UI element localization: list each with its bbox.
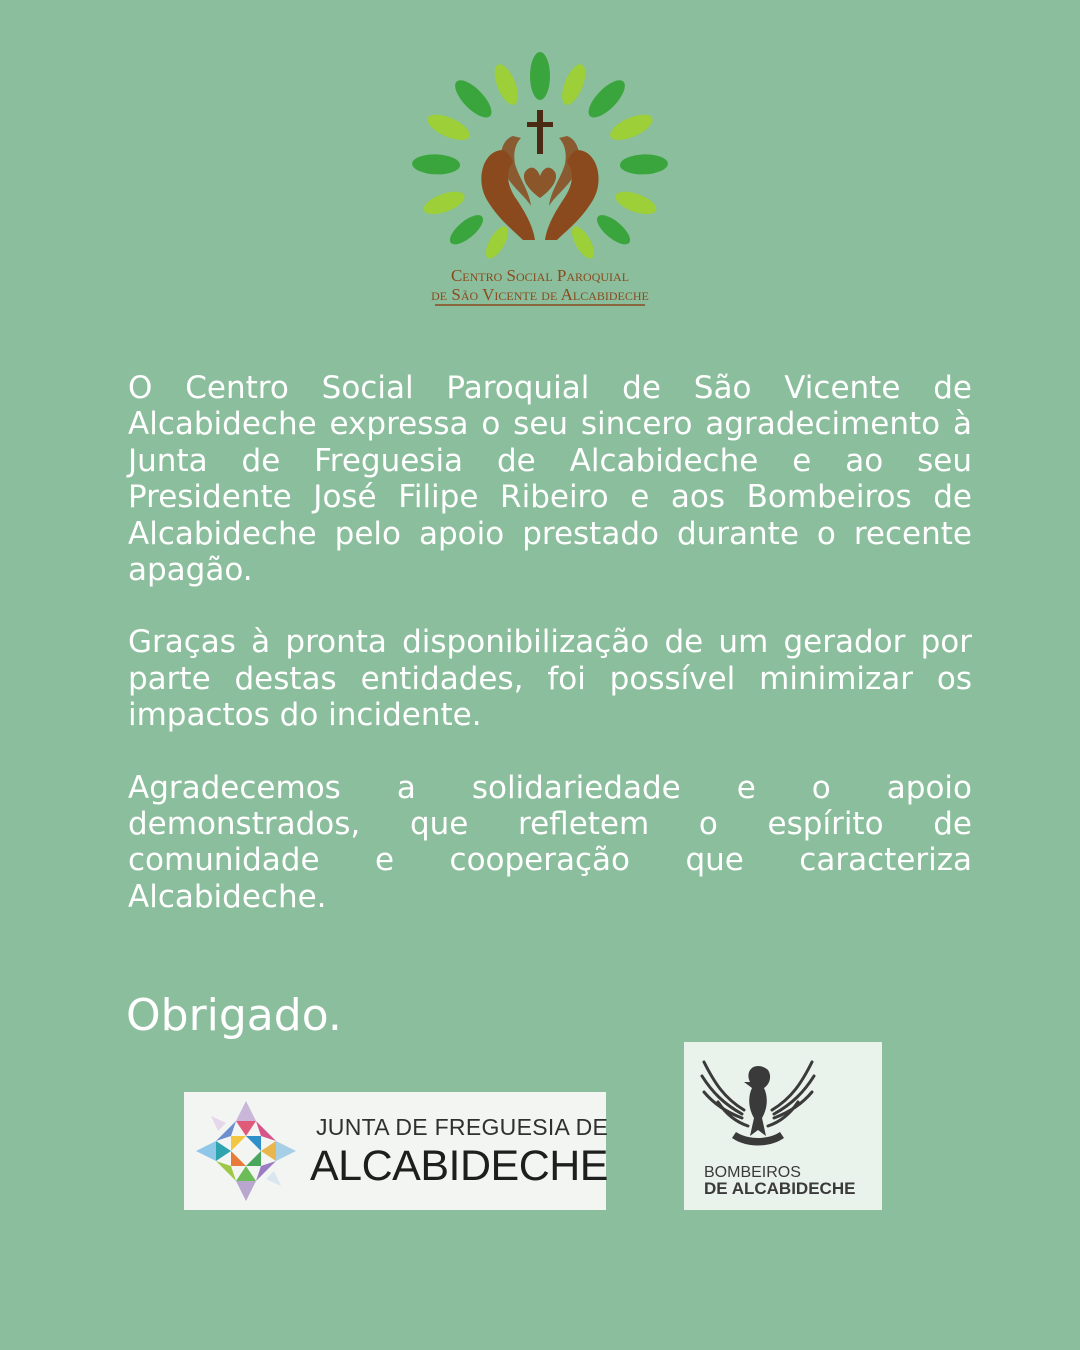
- leaf-shape: [445, 210, 487, 249]
- leaf-shape: [592, 210, 634, 249]
- leaf-shape: [607, 109, 656, 145]
- leaf-shape: [424, 109, 473, 145]
- leaves-icon: [395, 40, 685, 315]
- mosaic-star-icon: [190, 1096, 302, 1206]
- bombeiros-title-line2: DE ALCABIDECHE: [704, 1179, 856, 1198]
- leaf-shape: [612, 187, 659, 219]
- leaf-shape: [421, 187, 468, 219]
- leaf-shape: [583, 75, 631, 123]
- leaf-shape: [530, 52, 550, 100]
- leaf-shape: [620, 154, 669, 176]
- bombeiros-title-line1: BOMBEIROS: [704, 1164, 801, 1181]
- logo-title-line2: de São Vicente de Alcabideche: [431, 285, 649, 304]
- message-body: [128, 370, 972, 951]
- paragraph-1: O Centro Social Paroquial de São Vicente de Alcabideche expressa o seu sincero agradecimento à Junta de Freguesia de Alcabideche e ao seu Presidente José Filipe Ribeiro e aos Bombeiros de Alcabideche pelo apoio prestado durante o recente apagão.: [128, 370, 972, 589]
- bombeiros-logo: [684, 1042, 882, 1210]
- leaf-shape: [557, 61, 590, 108]
- centro-social-logo: [395, 40, 685, 315]
- paragraph-2: Graças à pronta disponibilização de um gerador por parte destas entidades, foi possível minimizar os impactos do incidente.: [128, 624, 972, 734]
- junta-title-line2: ALCABIDECHE: [310, 1142, 608, 1190]
- eagle-icon: [696, 1052, 820, 1156]
- paragraph-3: Agradecemos a solidariedade e o apoio demonstrados, que refletem o espírito de comunidade e cooperação que caracteriza Alcabideche.: [128, 769, 972, 915]
- leaf-shape: [449, 75, 497, 123]
- leaf-shape: [412, 154, 461, 176]
- junta-title-line1: JUNTA DE FREGUESIA DE: [316, 1114, 609, 1140]
- junta-freguesia-logo: [184, 1092, 609, 1210]
- closing-text: Obrigado.: [126, 990, 342, 1041]
- logo-title-line1: Centro Social Paroquial: [450, 266, 630, 285]
- leaf-shape: [490, 61, 523, 108]
- cross-icon: [527, 110, 553, 154]
- leaf-shape: [482, 223, 513, 262]
- leaf-shape: [568, 223, 599, 262]
